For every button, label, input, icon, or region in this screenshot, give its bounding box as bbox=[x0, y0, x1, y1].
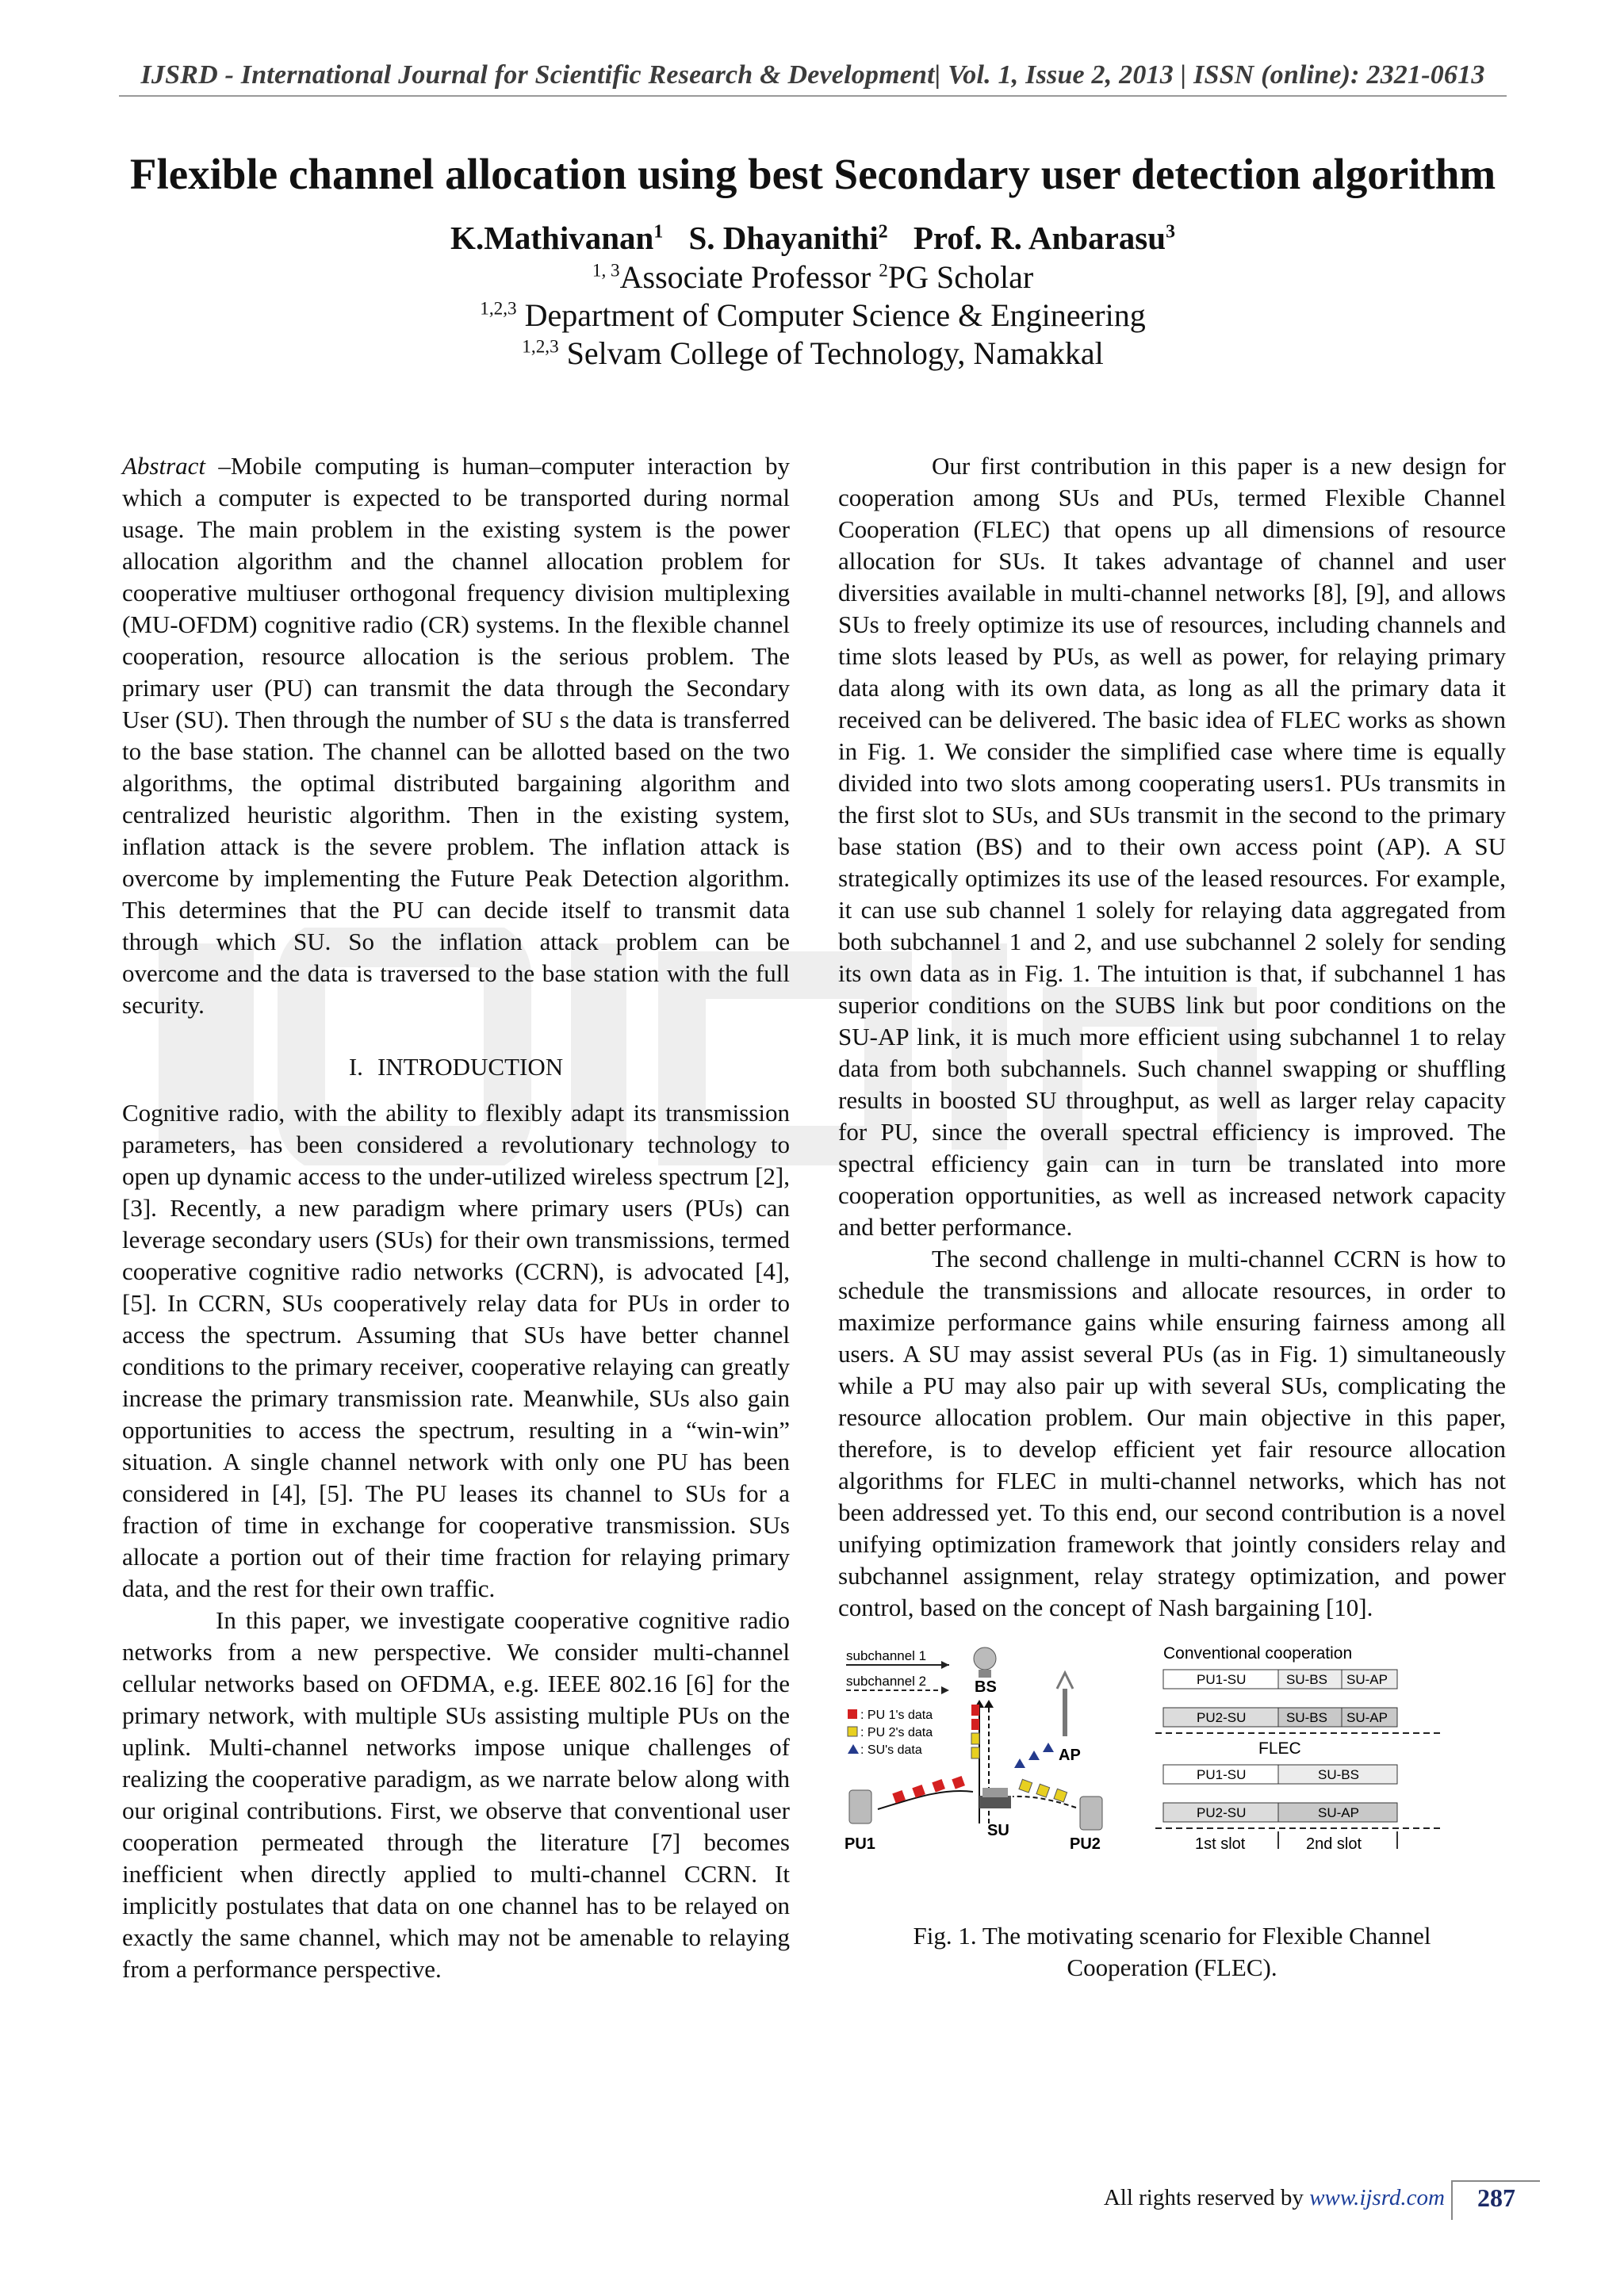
paper-title: Flexible channel allocation using best Secondary user detection algorithm bbox=[129, 150, 1496, 198]
journal-header: IJSRD - International Journal for Scientific Research & Development| Vol. 1, Issue 2, 2013 | ISSN (online): 2321-0613 bbox=[140, 60, 1485, 90]
bs-label: BS bbox=[975, 1678, 997, 1696]
author-sup: 1 bbox=[653, 221, 664, 243]
pu2-data-swatch bbox=[848, 1727, 857, 1736]
cell-text: SU-BS bbox=[1286, 1672, 1327, 1687]
figure-1 bbox=[838, 1641, 1506, 1879]
paragraph: The second challenge in multi-channel CCRN is how to schedule the transmissions and allocate resources, in order to maximize performance gains while ensuring fairness among all users. A SU may assist several PUs (as in Fig. 1) simultaneously while a PU may also pair up with several SUs, complicating the resource allocation problem. Our main objective in this paper, therefore, is to develop efficient yet fair resource allocation algorithms for FLEC in multi-channel networks, which has not been addressed yet. To this end, our second contribution is a novel unifying optimization framework that jointly considers relay and subchannel assignment, relay strategy optimization, and power control, based on the concept of Nash bargaining [10]. bbox=[838, 1245, 1506, 1621]
flec-label: FLEC bbox=[1258, 1739, 1301, 1758]
legend-subchannel-2: subchannel 2 bbox=[846, 1674, 927, 1689]
author-name: K.Mathivanan bbox=[450, 220, 654, 256]
pu2-phone-icon bbox=[1080, 1797, 1102, 1830]
cell-text: SU-BS bbox=[1286, 1710, 1327, 1725]
pu1-phone-icon bbox=[849, 1790, 871, 1823]
aff-sup: 1, 3 bbox=[592, 260, 620, 281]
cell-text: SU-AP bbox=[1346, 1710, 1388, 1725]
su-data-swatch bbox=[848, 1744, 859, 1754]
aff-sup: 1,2,3 bbox=[522, 336, 559, 358]
page-number: 287 bbox=[1477, 2183, 1515, 2212]
cell-text: PU1-SU bbox=[1197, 1672, 1247, 1687]
section-number: I. bbox=[348, 1053, 363, 1081]
legend-pu2-data: : PU 2's data bbox=[860, 1726, 933, 1739]
su-laptop-icon bbox=[979, 1796, 1011, 1808]
abstract-label: Abstract bbox=[122, 452, 206, 480]
author-sup: 3 bbox=[1166, 221, 1175, 243]
cell-text: PU2-SU bbox=[1197, 1805, 1247, 1820]
slot2-label: 2nd slot bbox=[1306, 1835, 1362, 1853]
figure-caption: Fig. 1. The motivating scenario for Flexible Channel Cooperation (FLEC). bbox=[913, 1922, 1431, 1981]
cell-text: SU-AP bbox=[1318, 1805, 1359, 1820]
page-footer bbox=[1007, 2180, 1540, 2220]
conventional-cooperation-label: Conventional cooperation bbox=[1163, 1644, 1353, 1663]
footer-rights bbox=[1104, 2185, 1445, 2211]
aff-sup: 1,2,3 bbox=[480, 298, 517, 320]
paragraph: Our first contribution in this paper is a new design for cooperation among SUs and PUs, termed Flexible Channel Cooperation (FLEC) that opens up all dimensions of resource allocation for SUs. It takes advantage of channel and user diversities available in multi-channel networks [8], [9], and allows SUs to freely optimize its use of resources, including channels and time slots leased by PUs, as well as power, for relaying primary data along with its own data, as long as all the primary data it received can be delivered. The basic idea of FLEC works as shown in Fig. 1. We consider the simplified case where time is equally divided into two slots among cooperating users1. PUs transmits in the first slot to SUs, and SUs transmit in the second to the primary base station (BS) and to their own access point (AP). A SU strategically optimizes its use of the leased resources. For example, it can use sub channel 1 solely for relaying data aggregated from both subchannel 1 and 2, and use subchannel 2 solely for sending its own data as in Fig. 1. The intuition is that, if subchannel 1 has superior conditions on the SUBS link but poor conditions on the SU-AP link, it is much more efficient using subchannel 1 to relay data from both subchannels. Such channel swapping or shuffling results in boosted SU throughput, as well as larger relay capacity for PU, since the overall spectral efficiency is improved. The spectral efficiency gain can in turn be translated into more cooperation opportunities, as well as increased network capacity and better performance. bbox=[838, 452, 1506, 1241]
aff-text: Selvam College of Technology, Namakkal bbox=[558, 335, 1104, 371]
cell-text: PU2-SU bbox=[1197, 1710, 1247, 1725]
pu1-data-swatch bbox=[848, 1709, 857, 1719]
bs-antenna-icon bbox=[974, 1647, 996, 1670]
footer-rights-text: All rights reserved by bbox=[1103, 2185, 1310, 2210]
affiliation-department bbox=[119, 297, 1507, 334]
ap-label: AP bbox=[1059, 1747, 1081, 1764]
paragraph: Cognitive radio, with the ability to flexibly adapt its transmission parameters, has been considered a revolutionary technology to open up dynamic access to the under-utilized wireless spectrum [2], [3]. Recently, a new paradigm where primary users (PUs) can leverage secondary users (SUs) for their own transmissions, termed cooperative cognitive radio networks (CCRN), is advocated [4], [5]. In CCRN, SUs cooperatively relay data for PUs in order to access the spectrum. Assuming that SUs have better channel conditions to the primary receiver, cooperative relaying can greatly increase the primary transmission rate. Meanwhile, SUs also gain opportunities to access the spectrum, resulting in a “win-win” situation. A single channel network with only one PU has been considered in [4], [5]. The PU leases its channel to SUs for a fraction of time in exchange for cooperative transmission. SUs allocate a portion out of their time fraction for relaying primary data, and the rest for their own traffic. bbox=[122, 1099, 790, 1602]
cell-text: SU-AP bbox=[1346, 1672, 1388, 1687]
cell-text: SU-BS bbox=[1318, 1767, 1359, 1782]
cell-text: PU1-SU bbox=[1197, 1767, 1247, 1782]
legend-pu1-data: : PU 1's data bbox=[860, 1709, 933, 1722]
section-heading bbox=[122, 1051, 790, 1083]
aff-text: Associate Professor bbox=[619, 259, 879, 295]
abstract-text: –Mobile computing is human–computer interaction by which a computer is expected to be transported during normal usage. The main problem in the existing system is the power allocation algorithm and the channel allocation problem for cooperative multiuser orthogonal frequency division multiplexing (MU-OFDM) cognitive radio (CR) systems. In the flexible channel cooperation, resource allocation is the serious problem. The primary user (PU) can transmit the data through the Secondary User (SU). Then through the number of SU s the data is transferred to the base station. The channel can be allotted based on the two algorithms, the optimal distributed bargaining algorithm and centralized heuristic algorithm. Then in the existing system, inflation attack is the severe problem. The inflation attack is overcome by implementing the Future Peak Detection algorithm. This determines that the PU can decide itself to transmit data through which SU. So the inflation attack problem can be overcome and the data is traversed to the base station with the full security. bbox=[122, 452, 790, 1019]
author-name: S. Dhayanithi bbox=[688, 220, 879, 256]
figure-1-diagram bbox=[838, 1641, 1506, 1879]
author-list bbox=[119, 219, 1507, 257]
aff-sup: 2 bbox=[879, 260, 888, 281]
legend-subchannel-1: subchannel 1 bbox=[846, 1648, 927, 1663]
paragraph: In this paper, we investigate cooperative cognitive radio networks from a new perspective. We consider multi-channel cellular networks based on OFDMA, e.g. IEEE 802.16 [6] for the primary network, with multiple SUs assisting multiple PUs on the uplink. Multi-channel networks impose unique challenges of realizing the cooperative paradigm, as we narrate below along with our original contributions. First, we observe that conventional user cooperation permeated through the literature [7] becomes inefficient when directly applied to multi-channel CCRN. It implicitly postulates that data on one channel has to be relayed on exactly the same channel, which may not be amenable to relaying from a performance perspective. bbox=[122, 1606, 790, 1983]
header-rule bbox=[119, 95, 1507, 97]
right-column bbox=[838, 450, 1506, 1984]
aff-text: PG Scholar bbox=[887, 259, 1034, 295]
affiliation-roles bbox=[119, 258, 1507, 296]
footer-site-link[interactable]: www.ijsrd.com bbox=[1309, 2185, 1445, 2210]
legend-su-data: : SU's data bbox=[860, 1743, 922, 1757]
ap-antenna-icon bbox=[1063, 1689, 1067, 1736]
pu2-label: PU2 bbox=[1070, 1835, 1101, 1853]
aff-text: Department of Computer Science & Engineering bbox=[516, 297, 1146, 333]
su-label: SU bbox=[987, 1822, 1009, 1839]
left-column bbox=[122, 450, 790, 1985]
section-title: INTRODUCTION bbox=[377, 1053, 564, 1081]
abstract bbox=[122, 450, 790, 1021]
slot1-label: 1st slot bbox=[1195, 1835, 1246, 1853]
affiliation-college bbox=[119, 335, 1507, 372]
pu1-label: PU1 bbox=[845, 1835, 875, 1853]
author-sup: 2 bbox=[878, 221, 888, 243]
author-name: Prof. R. Anbarasu bbox=[913, 220, 1166, 256]
